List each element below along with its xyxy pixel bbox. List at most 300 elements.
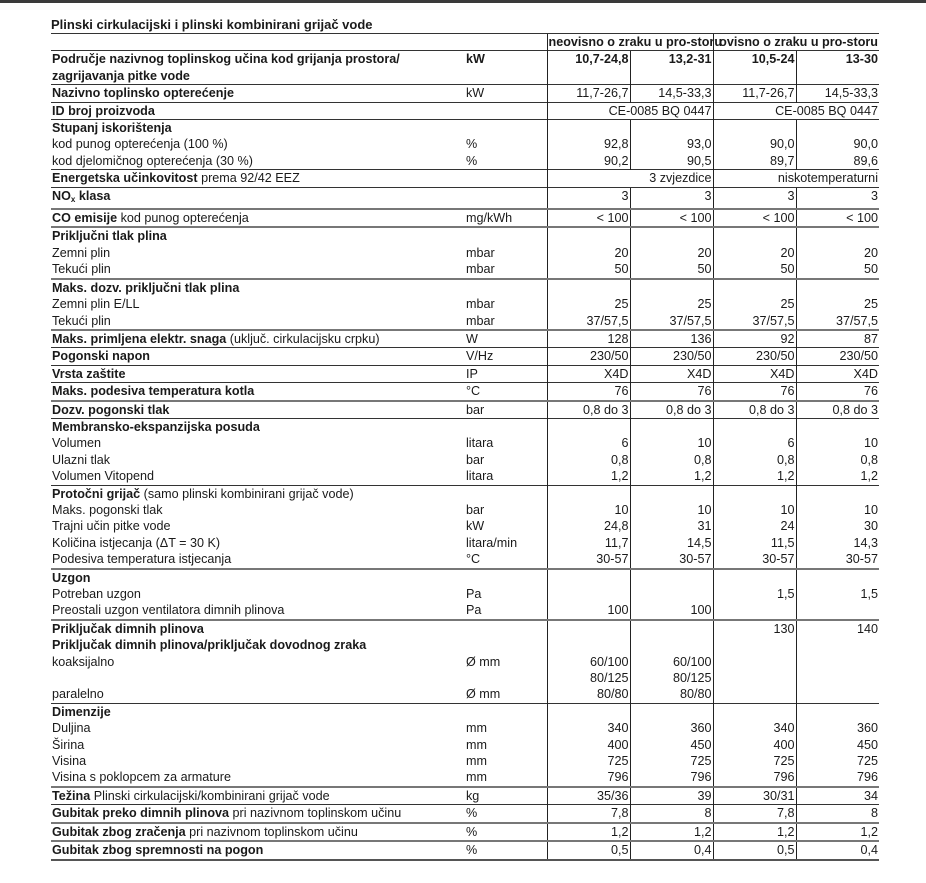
table-row-napon xyxy=(51,348,879,365)
row-value-col-1: 25 xyxy=(547,296,630,312)
row-value-col-2: 80/80 xyxy=(630,686,713,703)
row-unit: bar xyxy=(466,452,485,467)
row-value-col-2: 0,4 xyxy=(630,841,713,859)
row-value-col-3: 1,5 xyxy=(713,586,796,602)
row-unit xyxy=(465,569,547,586)
row-value-col-3: 1,2 xyxy=(713,823,796,841)
row-label xyxy=(51,330,465,348)
row-value-col-3 xyxy=(713,703,796,720)
row-label xyxy=(51,823,465,841)
row-value-col-2: 20 xyxy=(630,245,713,261)
row-label xyxy=(51,279,465,296)
row-unit xyxy=(465,620,547,637)
row-label-rest: pri nazivnom toplinskom učinu xyxy=(185,824,358,839)
table-row-temp-kotla xyxy=(51,383,879,401)
row-label-text: Visina xyxy=(52,754,87,769)
row-value-col-1: 400 xyxy=(547,737,630,753)
row-value-col-2: 14,5-33,3 xyxy=(630,85,713,102)
row-unit: % xyxy=(465,823,547,841)
row-unit xyxy=(465,227,547,244)
row-value-col-4: 89,6 xyxy=(796,153,879,170)
table-row-gub-zracenje xyxy=(51,823,879,841)
row-unit xyxy=(465,102,547,119)
row-value-col-2: 450 xyxy=(630,737,713,753)
row-value-col-2: 230/50 xyxy=(630,348,713,365)
row-label xyxy=(51,485,465,502)
row-value-col-1: 230/50 xyxy=(547,348,630,365)
row-label-text: Potreban uzgon xyxy=(52,587,141,601)
row-value-col-1: 35/36 xyxy=(547,787,630,805)
row-value-col-4: 87 xyxy=(796,330,879,348)
table-row-pr-ucin xyxy=(51,518,879,534)
row-value-col-4: 140 xyxy=(796,620,879,637)
row-value-col-2: 37/57,5 xyxy=(630,313,713,330)
row-value-col-4: 10 xyxy=(796,435,879,451)
row-label xyxy=(51,602,465,619)
row-value-col-3: 725 xyxy=(713,753,796,769)
row-value-col-3 xyxy=(713,637,796,653)
row-label-text: Vrsta zaštite xyxy=(52,366,126,381)
row-value-col-3: X4D xyxy=(713,365,796,382)
row-value-col-1: 3 xyxy=(547,187,630,209)
table-row-nox xyxy=(51,187,879,209)
row-label-text: paralelno xyxy=(52,687,104,702)
row-label xyxy=(51,153,465,170)
row-value-col-1: 0,5 xyxy=(547,841,630,859)
row-label xyxy=(51,535,465,551)
row-label xyxy=(51,401,465,419)
row-value-col-2: 25 xyxy=(630,296,713,312)
row-label xyxy=(51,720,465,736)
table-row-uzgon xyxy=(51,569,879,586)
row-value-col-1 xyxy=(547,637,630,653)
row-label xyxy=(51,365,465,382)
row-value-col-2: 1,2 xyxy=(630,468,713,485)
row-value-col-3: 89,7 xyxy=(713,153,796,170)
row-value-col-3 xyxy=(713,654,796,670)
row-value-col-3: 92 xyxy=(713,330,796,348)
table-row-visina xyxy=(51,753,879,769)
row-value-col-1: 92,8 xyxy=(547,136,630,152)
row-value-col-1: 20 xyxy=(547,245,630,261)
row-label-text: Tekući plin xyxy=(52,313,111,328)
row-label xyxy=(51,102,465,119)
table-row-gub-dimni xyxy=(51,805,879,823)
row-value-col-3 xyxy=(713,279,796,296)
table-row-uz-preostali xyxy=(51,602,879,619)
row-value-col-3: 11,7-26,7 xyxy=(713,85,796,102)
table-row-prik-tekuci xyxy=(51,261,879,278)
row-label xyxy=(51,296,465,312)
row-value-col-3 xyxy=(713,602,796,619)
row-value-col-1: 90,2 xyxy=(547,153,630,170)
spec-table xyxy=(51,33,879,861)
row-value-col-4: 20 xyxy=(796,245,879,261)
row-value-col-4 xyxy=(796,418,879,435)
row-value-col-1: 37/57,5 xyxy=(547,313,630,330)
row-value-col-4: 14,3 xyxy=(796,535,879,551)
row-value-col-2: 796 xyxy=(630,769,713,786)
row-value-col-3: 50 xyxy=(713,261,796,278)
row-label-text: Volumen Vitopend xyxy=(52,469,154,484)
row-label-rest: (uključ. cirkulacijsku crpku) xyxy=(226,331,380,346)
row-unit: bar xyxy=(466,502,485,517)
row-value-col-3: 0,8 xyxy=(713,452,796,468)
row-value-col-1: 0,8 xyxy=(547,452,630,468)
row-unit: mbar xyxy=(466,297,495,312)
row-value-col-2: 100 xyxy=(630,602,713,619)
row-label-text: Pogonski napon xyxy=(52,349,150,364)
row-value-col-2: 50 xyxy=(630,261,713,278)
row-value-col-4: 3 xyxy=(796,187,879,209)
row-unit: litara xyxy=(466,469,494,484)
row-unit: °C xyxy=(466,552,481,567)
row-value-col-1: 24,8 xyxy=(547,518,630,534)
table-row-uz-potreban xyxy=(51,586,879,602)
row-label xyxy=(51,209,465,227)
row-unit: Ø mm xyxy=(466,654,501,669)
row-value-col-3: < 100 xyxy=(713,209,796,227)
table-row-paralelno xyxy=(51,686,879,703)
row-value-col-1 xyxy=(547,120,630,137)
row-unit: V/Hz xyxy=(465,348,547,365)
row-label xyxy=(51,737,465,753)
row-value-col-4 xyxy=(796,227,879,244)
row-label xyxy=(51,170,465,187)
row-value-col-4: 0,4 xyxy=(796,841,879,859)
row-label xyxy=(51,703,465,720)
row-value-col-1: 30-57 xyxy=(547,551,630,568)
table-title: Plinski cirkulacijski i plinski kombinirani grijač vode xyxy=(51,17,876,34)
row-value-col-4 xyxy=(796,279,879,296)
row-value-col-4: 725 xyxy=(796,753,879,769)
table-row-id xyxy=(51,102,879,119)
row-label xyxy=(51,569,465,586)
row-value-col-4: 14,5-33,3 xyxy=(796,85,879,102)
row-label xyxy=(51,261,465,278)
row-value-col-3: 11,5 xyxy=(713,535,796,551)
row-value-col-3 xyxy=(713,418,796,435)
row-unit: Pa xyxy=(466,603,482,618)
row-value-col-3 xyxy=(713,670,796,686)
row-value-col-2: 93,0 xyxy=(630,136,713,152)
row-value-col-2 xyxy=(630,586,713,602)
row-value-group-1: CE-0085 BQ 0447 xyxy=(547,102,713,119)
row-label-rest: prema 92/42 EEZ xyxy=(197,171,300,186)
row-value-col-2 xyxy=(630,279,713,296)
row-value-col-1 xyxy=(547,227,630,244)
row-label-text: Priključak dimnih plinova/priključak dovodnog zraka xyxy=(52,638,367,653)
row-unit: kW xyxy=(466,519,485,534)
row-label xyxy=(51,551,465,568)
row-value-col-1 xyxy=(547,485,630,502)
row-value-col-3: 6 xyxy=(713,435,796,451)
row-value-col-2 xyxy=(630,637,713,653)
table-row-stupanj-puni xyxy=(51,136,879,152)
row-value-col-1: X4D xyxy=(547,365,630,382)
row-value-col-4 xyxy=(796,637,879,653)
row-unit: % xyxy=(466,137,478,152)
row-label xyxy=(51,805,465,823)
row-unit: mm xyxy=(466,737,487,752)
row-value-col-2: 136 xyxy=(630,330,713,348)
row-value-col-3: 230/50 xyxy=(713,348,796,365)
row-value-col-1: 128 xyxy=(547,330,630,348)
row-label-bold: Gubitak preko dimnih plinova xyxy=(52,806,230,821)
row-unit: mm xyxy=(466,721,487,736)
row-value-col-2: 80/125 xyxy=(630,670,713,686)
row-label-text: Maks. pogonski tlak xyxy=(52,502,163,517)
row-value-col-2: 0,8 do 3 xyxy=(630,401,713,419)
row-value-col-1: 76 xyxy=(547,383,630,401)
row-value-col-1: 80/80 xyxy=(547,686,630,703)
row-value-col-1: 6 xyxy=(547,435,630,451)
row-unit: kg xyxy=(465,787,547,805)
row-value-col-3: 24 xyxy=(713,518,796,534)
row-value-col-2: 13,2-31 xyxy=(630,51,713,85)
row-label xyxy=(51,313,465,330)
row-label xyxy=(51,245,465,261)
row-value-col-1: 0,8 do 3 xyxy=(547,401,630,419)
row-value-col-3: 30-57 xyxy=(713,551,796,568)
row-value-col-4 xyxy=(796,120,879,137)
row-label xyxy=(51,435,465,451)
row-value-col-1 xyxy=(547,620,630,637)
row-label-text: Tekući plin xyxy=(52,262,111,277)
row-label xyxy=(51,670,465,686)
header-room-dependent: ovisno o zraku u pro-storu xyxy=(713,34,879,51)
row-label xyxy=(51,227,465,244)
row-unit: litara xyxy=(466,436,494,451)
row-label-text: kod punog opterećenja (100 %) xyxy=(52,137,228,152)
row-value-col-4: 30-57 xyxy=(796,551,879,568)
row-value-col-1: 340 xyxy=(547,720,630,736)
row-unit: Pa xyxy=(466,587,482,601)
row-label xyxy=(51,586,465,602)
row-label-text: Zemni plin E/LL xyxy=(52,297,140,312)
table-row-koaks xyxy=(51,654,879,670)
row-unit xyxy=(465,120,547,137)
row-label-bold: Težina xyxy=(52,788,91,803)
row-value-col-4: 450 xyxy=(796,737,879,753)
table-row-snaga xyxy=(51,330,879,348)
row-value-col-3: 20 xyxy=(713,245,796,261)
table-row-sirina xyxy=(51,737,879,753)
row-label xyxy=(51,468,465,485)
table-row-ulazni xyxy=(51,452,879,468)
table-row-maks-tlak xyxy=(51,279,879,296)
row-unit xyxy=(465,637,547,653)
row-unit: % xyxy=(465,841,547,859)
row-label-text: Maks. dozv. priključni tlak plina xyxy=(52,280,240,295)
row-value-col-4: 90,0 xyxy=(796,136,879,152)
row-value-group-1: 3 zvjezdice xyxy=(547,170,713,187)
table-row-volumen xyxy=(51,435,879,451)
row-value-col-3: 130 xyxy=(713,620,796,637)
row-value-col-4: 25 xyxy=(796,296,879,312)
row-unit: mm xyxy=(466,770,487,785)
table-row-prik-tlak xyxy=(51,227,879,244)
row-value-col-2: 3 xyxy=(630,187,713,209)
table-row-stupanj xyxy=(51,120,879,137)
row-label-text: Područje nazivnog toplinskog učina kod grijanja prostora/ zagrijavanja pitke vode xyxy=(52,52,400,83)
row-value-col-2 xyxy=(630,569,713,586)
row-unit: mbar xyxy=(466,313,495,328)
row-value-col-2: 30-57 xyxy=(630,551,713,568)
row-unit: °C xyxy=(465,383,547,401)
row-value-col-2 xyxy=(630,418,713,435)
row-unit xyxy=(465,703,547,720)
row-label-text: Visina s poklopcem za armature xyxy=(52,770,231,785)
row-unit: mbar xyxy=(466,262,495,277)
row-value-col-2: 1,2 xyxy=(630,823,713,841)
table-row-duljina xyxy=(51,720,879,736)
row-unit xyxy=(465,170,547,187)
row-value-col-2: 31 xyxy=(630,518,713,534)
row-unit: litara/min xyxy=(466,535,518,550)
table-row-maks-zemni xyxy=(51,296,879,312)
row-value-col-3: 796 xyxy=(713,769,796,786)
table-row-visina-pokl xyxy=(51,769,879,786)
row-label-text: Širina xyxy=(52,737,85,752)
row-value-col-4 xyxy=(796,485,879,502)
row-label-text: Stupanj iskorištenja xyxy=(52,121,172,136)
row-value-col-2 xyxy=(630,227,713,244)
row-value-col-3: 10,5-24 xyxy=(713,51,796,85)
row-value-col-4: 1,2 xyxy=(796,823,879,841)
row-value-col-2: 360 xyxy=(630,720,713,736)
row-label xyxy=(51,620,465,637)
row-label-text: Podesiva temperatura istjecanja xyxy=(52,552,232,567)
row-unit: W xyxy=(465,330,547,348)
row-label xyxy=(51,787,465,805)
row-value-col-1: 7,8 xyxy=(547,805,630,823)
row-value-col-1 xyxy=(547,586,630,602)
row-label-text: Gubitak zbog spremnosti na pogon xyxy=(52,843,264,858)
row-value-col-3: 30/31 xyxy=(713,787,796,805)
row-label-text: Uzgon xyxy=(52,570,91,585)
row-label xyxy=(51,120,465,137)
row-label-text: kod djelomičnog opterećenja (30 %) xyxy=(52,153,253,168)
row-unit: kW xyxy=(465,85,547,102)
table-row-prikljucak xyxy=(51,620,879,637)
row-label-rest: Plinski cirkulacijski/kombinirani grijač vode xyxy=(90,788,330,803)
row-label-text: Priključak dimnih plinova xyxy=(52,621,204,636)
row-value-col-1 xyxy=(547,703,630,720)
row-value-col-2: 10 xyxy=(630,435,713,451)
row-value-col-1: 100 xyxy=(547,602,630,619)
row-value-col-2: 10 xyxy=(630,502,713,518)
table-row-maks-tekuci xyxy=(51,313,879,330)
row-value-group-2: niskotemperaturni xyxy=(713,170,879,187)
row-label-bold: Maks. primljena elektr. snaga xyxy=(52,331,227,346)
row-value-col-4 xyxy=(796,670,879,686)
row-label xyxy=(51,187,465,209)
row-value-col-1: 10,7-24,8 xyxy=(547,51,630,85)
row-value-col-1 xyxy=(547,569,630,586)
row-value-col-1: 725 xyxy=(547,753,630,769)
table-row-koaks2 xyxy=(51,670,879,686)
row-label xyxy=(51,348,465,365)
row-value-col-4: 10 xyxy=(796,502,879,518)
row-value-col-4: 360 xyxy=(796,720,879,736)
row-value-col-1: 50 xyxy=(547,261,630,278)
row-label-text: Trajni učin pitke vode xyxy=(52,519,171,534)
row-value-col-4: 37/57,5 xyxy=(796,313,879,330)
row-label-text: Ulazni tlak xyxy=(52,452,111,467)
row-label-bold: Gubitak zbog zračenja xyxy=(52,824,186,839)
row-unit xyxy=(465,670,547,686)
row-value-col-1: 1,2 xyxy=(547,468,630,485)
row-value-col-1: 11,7 xyxy=(547,535,630,551)
row-label-text: Količina istjecanja (ΔT = 30 K) xyxy=(52,535,221,550)
row-label xyxy=(51,452,465,468)
table-row-pog-tlak xyxy=(51,401,879,419)
table-row-vitopend xyxy=(51,468,879,485)
row-label-bold: Protočni grijač xyxy=(52,486,141,501)
table-row-nazivni-ucin xyxy=(51,51,879,85)
row-unit: % xyxy=(465,805,547,823)
row-label xyxy=(51,769,465,786)
row-value-col-3: 90,0 xyxy=(713,136,796,152)
row-label xyxy=(51,136,465,152)
row-value-col-4 xyxy=(796,703,879,720)
row-value-col-1 xyxy=(547,418,630,435)
row-value-col-4: 50 xyxy=(796,261,879,278)
row-label-bold: $NO_x$ klasa xyxy=(52,188,111,204)
row-value-col-2: < 100 xyxy=(630,209,713,227)
row-value-col-3: 400 xyxy=(713,737,796,753)
row-value-col-3: 1,2 xyxy=(713,468,796,485)
row-value-col-3 xyxy=(713,485,796,502)
row-unit: mm xyxy=(466,754,487,769)
top-bar xyxy=(0,0,926,3)
table-row-co xyxy=(51,209,879,227)
row-value-col-2 xyxy=(630,620,713,637)
row-label-text: Dimenzije xyxy=(52,704,111,719)
row-label xyxy=(51,502,465,518)
row-label xyxy=(51,518,465,534)
table-row-posuda xyxy=(51,418,879,435)
row-unit xyxy=(465,485,547,502)
row-value-col-1: 1,2 xyxy=(547,823,630,841)
row-label-text: Maks. podesiva temperatura kotla xyxy=(52,384,255,399)
row-value-col-3 xyxy=(713,120,796,137)
table-row-pr-tlak xyxy=(51,502,879,518)
row-label-bold: Energetska učinkovitost xyxy=(52,171,198,186)
table-row-tezina xyxy=(51,787,879,805)
row-unit: mg/kWh xyxy=(465,209,547,227)
row-value-col-3: 0,8 do 3 xyxy=(713,401,796,419)
row-value-col-1: 796 xyxy=(547,769,630,786)
row-value-col-4: X4D xyxy=(796,365,879,382)
row-value-col-2: 60/100 xyxy=(630,654,713,670)
row-unit xyxy=(465,279,547,296)
row-label xyxy=(51,841,465,859)
row-label xyxy=(51,418,465,435)
table-row-zastita xyxy=(51,365,879,382)
table-row-prik-dovod xyxy=(51,637,879,653)
row-value-col-2: 0,8 xyxy=(630,452,713,468)
row-value-col-4 xyxy=(796,686,879,703)
table-row-opterecenje xyxy=(51,85,879,102)
row-value-col-2 xyxy=(630,485,713,502)
row-value-col-2: 725 xyxy=(630,753,713,769)
row-unit xyxy=(465,187,547,209)
row-value-col-3: 340 xyxy=(713,720,796,736)
row-value-col-3: 7,8 xyxy=(713,805,796,823)
row-value-col-4: 1,2 xyxy=(796,468,879,485)
